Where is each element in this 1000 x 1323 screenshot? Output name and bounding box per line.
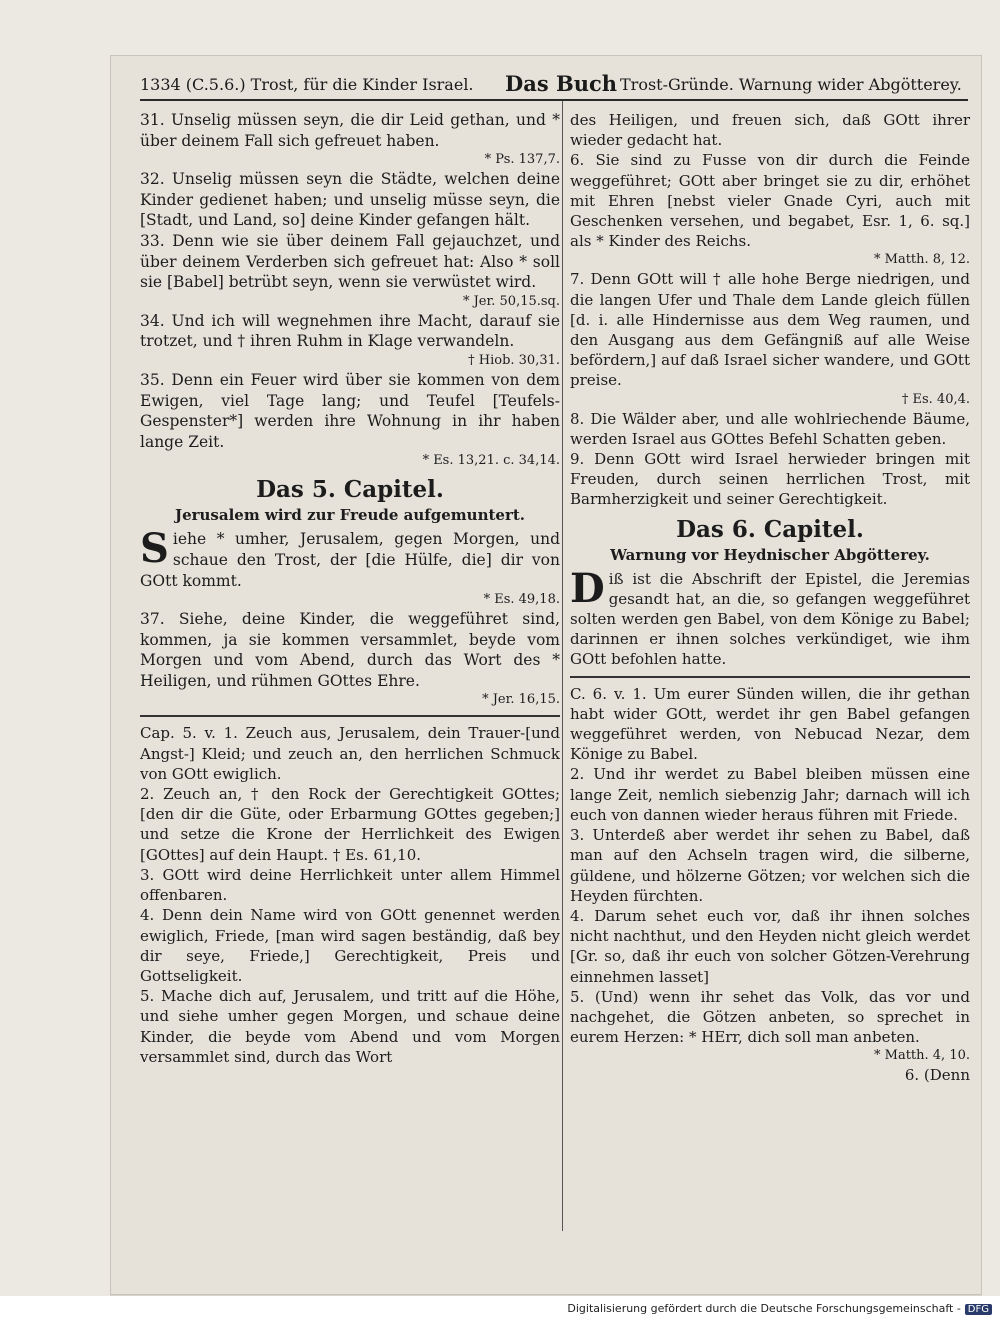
chapter-5-verse-1: Cap. 5. v. 1. Zeuch aus, Jerusalem, dein Trauer-[und Angst-] Kleid; und zeuch an, den herrlichen Schmuck von GOtt ewiglich. bbox=[140, 724, 560, 783]
continuation-text: des Heiligen, und freuen sich, daß GOtt ihrer wieder gedacht hat. bbox=[570, 111, 970, 150]
ref-c6: * Matth. 8, 12. bbox=[874, 252, 970, 268]
header-rule bbox=[140, 99, 968, 101]
section-separator-6 bbox=[570, 676, 970, 678]
running-header bbox=[140, 73, 970, 99]
footer-bar bbox=[0, 1296, 1000, 1323]
chapter-5-verse-9: 9. Denn GOtt wird Israel herwieder bringen mit Freuden, durch seinen herrlichen Trost, mit Barmherzigkeit und seiner Gerechtigkeit. bbox=[570, 450, 970, 509]
dfg-logo: DFG bbox=[965, 1304, 992, 1315]
chapter-5-verse-3: 3. GOtt wird deine Herrlichkeit unter allem Himmel offenbaren. bbox=[140, 865, 560, 905]
verse-31: 31. Unselig müssen seyn, die dir Leid gethan, und * über deinem Fall sich gefreuet haben. bbox=[140, 111, 560, 150]
chapter-5-verse-4: 4. Denn dein Name wird von GOtt genennet werden ewiglich, Friede, [man wird sagen beständig, daß bey dir seye, Friede,] Gerechtigkeit, Preis und Gottseligkeit. bbox=[140, 906, 560, 985]
chapter-5-verse-8: 8. Die Wälder aber, und alle wohlriechende Bäume, werden Israel aus GOttes Befehl Schatten geben. bbox=[570, 409, 970, 448]
drop-initial-6: D bbox=[570, 564, 605, 612]
top-margin bbox=[110, 0, 1000, 55]
ref-c7: † Es. 40,4. bbox=[901, 391, 970, 407]
chapter-6-verse-2: 2. Und ihr werdet zu Babel bleiben müssen eine lange Zeit, nemlich siebenzig Jahr; darnach will ich euch von dannen wieder heraus führen mit Friede. bbox=[570, 765, 970, 824]
chapter-5-verse-2: 2. Zeuch an, † den Rock der Gerechtigkeit GOttes; [den dir die Güte, oder Erbarmung GOttes gegeben;] und setze die Krone der Herrlichkeit des Ewigen [GOttes] auf dein Haupt. † Es. 61,10. bbox=[140, 785, 560, 864]
verse-37: 37. Siehe, deine Kinder, die weggeführet sind, kommen, ja sie kommen versammlet, beyde vom Morgen und vom Abend, durch das Wort des * Heiligen, und rühmen GOttes Ehre. bbox=[140, 610, 560, 690]
column-divider bbox=[562, 101, 563, 1231]
left-column bbox=[140, 110, 560, 1067]
ref-36: * Es. 49,18. bbox=[483, 592, 560, 608]
verse-36 bbox=[140, 525, 560, 591]
drop-initial: S bbox=[140, 525, 169, 573]
chapter-6-subtitle: Warnung vor Heydnischer Abgötterey. bbox=[610, 545, 930, 564]
verse-33: 33. Denn wie sie über deinem Fall gejauchzet, und über deinem Verderben sich gefreuet hat: Also * soll sie [Babel] betrübt seyn, wenn sie verwüstet wird. bbox=[140, 231, 560, 292]
ref-37: * Jer. 16,15. bbox=[482, 692, 560, 708]
verse-35: 35. Denn ein Feuer wird über sie kommen von dem Ewigen, viel Tage lang; und Teufel [Teufels-Gespenster*] werden ihre Wohnung in ihr haben lange Zeit. bbox=[140, 370, 560, 451]
header-left: 1334 (C.5.6.) Trost, für die Kinder Israel. bbox=[140, 75, 474, 94]
chapter-6-verse-5: 5. (Und) wenn ihr sehet das Volk, das vor und nachgehet, die Götzen anbeten, so sprechet in eurem Herzen: * HErr, dich soll man anbeten. bbox=[570, 987, 970, 1047]
catchword: 6. (Denn bbox=[904, 1066, 970, 1085]
verse-34: 34. Und ich will wegnehmen ihre Macht, darauf sie trotzet, und † ihren Ruhm in Klage verwandeln. bbox=[140, 311, 560, 351]
chapter-6-title: Das 6. Capitel. bbox=[676, 515, 864, 543]
header-middle: Das Buch bbox=[505, 71, 618, 96]
chapter-5-title: Das 5. Capitel. bbox=[256, 476, 444, 504]
chapter-6-verse-3: 3. Unterdeß aber werdet ihr sehen zu Babel, daß man auf den Achseln tragen wird, die silberne, güldene, und hölzerne Götzen; vor welchen sich die Heyden fürchten. bbox=[570, 826, 970, 905]
chapter-6-intro bbox=[570, 564, 970, 670]
funding-text: Digitalisierung gefördert durch die Deutsche Forschungsgemeinschaft - bbox=[567, 1302, 961, 1315]
section-separator bbox=[140, 715, 560, 717]
book-page bbox=[110, 55, 982, 1295]
chapter-5-verse-6: 6. Sie sind zu Fusse von dir durch die Feinde weggeführet; GOtt aber bringet sie zu dir, erhöhet mit Ehren [nebst vieler Gnade Cyri, auch mit Geschenken versehen, und begabet, Esr. 1, 6. sq.] als * Kinder des Reichs. bbox=[570, 151, 970, 251]
left-margin bbox=[0, 0, 110, 1296]
verse-32: 32. Unselig müssen seyn die Städte, welchen deine Kinder gedienet haben; und unselig müsse seyn, die [Stadt, und Land, so] deine Kinder gefangen hält. bbox=[140, 170, 560, 230]
ref-31: * Ps. 137,7. bbox=[484, 152, 560, 168]
chapter-6-intro-text: iß ist die Abschrift der Epistel, die Jeremias gesandt hat, an die, so gefangen weggeführet solten werden gen Babel, von dem Könige zu Babel; darinnen er ihnen solches verkündiget, wie ihm GOtt befohlen hatte. bbox=[570, 569, 970, 669]
header-right: Trost-Gründe. Warnung wider Abgötterey. bbox=[620, 75, 962, 94]
chapter-5-subtitle: Jerusalem wird zur Freude aufgemuntert. bbox=[174, 506, 526, 525]
chapter-5-verse-5: 5. Mache dich auf, Jerusalem, und tritt auf die Höhe, und siehe umher gegen Morgen, und schaue deine Kinder, die beyde vom Abend und vom Morgen versammlet sind, durch das Wort bbox=[140, 987, 560, 1066]
verse-36-text: iehe * umher, Jerusalem, gegen Morgen, und schaue den Trost, der [die Hülfe, die] dir von GOtt kommt. bbox=[140, 530, 560, 590]
chapter-6-verse-4: 4. Darum sehet euch vor, daß ihr ihnen solches nicht nachthut, und den Heyden nicht gleich werdet [Gr. so, daß ihr euch von solcher Götzen-Verehrung einnehmen lasset] bbox=[570, 906, 970, 986]
chapter-5-verse-7: 7. Denn GOtt will † alle hohe Berge niedrigen, und die langen Ufer und Thale dem Lande gleich füllen [d. i. alle Hindernisse aus dem Weg raumen, und den Ausgang aus dem Gefängniß auf alle Weise befördern,] auf daß Israel sicher wandere, und GOtt preise. bbox=[570, 270, 970, 390]
ref-35: * Es. 13,21. c. 34,14. bbox=[422, 453, 560, 469]
right-column bbox=[570, 110, 970, 1086]
funding-notice bbox=[567, 1302, 992, 1315]
ref-d5: * Matth. 4, 10. bbox=[874, 1048, 970, 1064]
ref-33: * Jer. 50,15.sq. bbox=[462, 293, 560, 309]
right-margin bbox=[982, 55, 1000, 1296]
chapter-6-verse-1: C. 6. v. 1. Um eurer Sünden willen, die ihr gethan habt wider GOtt, werdet ihr gen Babel gefangen weggeführet werden, von Nebucad Nezar, dem Könige zu Babel. bbox=[570, 684, 970, 764]
ref-34: † Hiob. 30,31. bbox=[468, 352, 560, 368]
